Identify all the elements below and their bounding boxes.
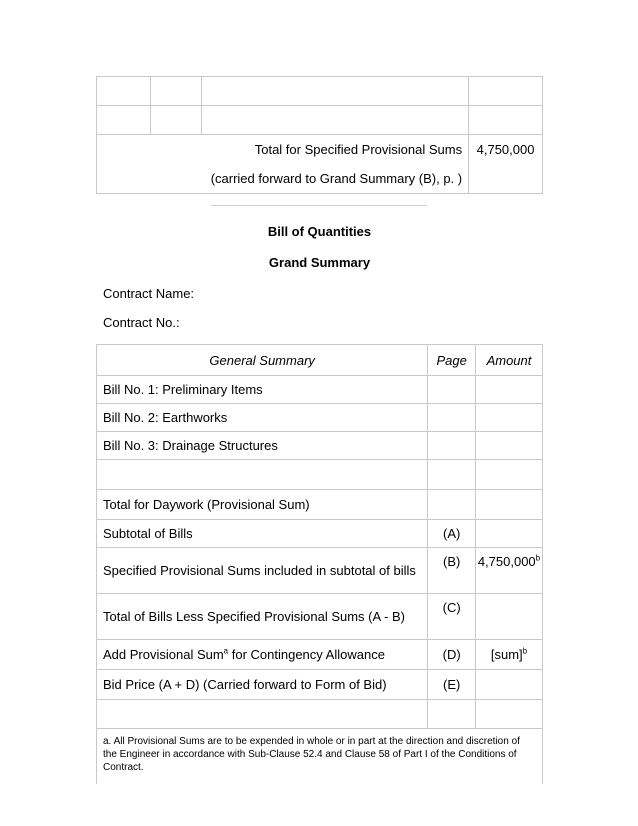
row-page: (E): [428, 670, 476, 700]
row-page: (D): [428, 640, 476, 670]
grand-summary-table: [96, 344, 543, 796]
row-label: [97, 640, 428, 670]
total-row: [97, 135, 543, 194]
row-page: [428, 404, 476, 432]
row-label: [97, 460, 428, 490]
row-page: (A): [428, 520, 476, 548]
row-amount: [475, 432, 542, 460]
label-text: Add Provisional Sum: [103, 647, 224, 662]
row-page: (C): [428, 594, 476, 640]
table-row: [97, 594, 543, 640]
row-page: (B): [428, 548, 476, 594]
footnote-marker: a: [223, 646, 229, 656]
table-row: [97, 432, 543, 460]
row-amount: [475, 404, 542, 432]
table-row: [97, 670, 543, 700]
label-text: for Contingency Allowance: [228, 647, 385, 662]
row-page: [428, 376, 476, 404]
row-label: [97, 700, 428, 729]
header-page: Page: [428, 345, 476, 376]
row-page: [428, 490, 476, 520]
row-amount: [475, 548, 542, 594]
header-general-summary: General Summary: [97, 345, 428, 376]
row-amount: [475, 594, 542, 640]
table-header-row: [97, 345, 543, 376]
table-row: [97, 460, 543, 490]
table-row: [97, 106, 543, 135]
row-page: [428, 432, 476, 460]
row-label: Bill No. 1: Preliminary Items: [97, 376, 428, 404]
row-label: Total for Daywork (Provisional Sum): [97, 490, 428, 520]
page-subtitle: Grand Summary: [268, 255, 371, 270]
table-row: [97, 77, 543, 106]
contract-name-label: Contract Name:: [103, 286, 195, 301]
row-label: Specified Provisional Sums included in subtotal of bills: [97, 548, 428, 594]
row-amount: [475, 640, 542, 670]
contract-no-label: Contract No.:: [103, 315, 180, 330]
page-cutoff: [0, 784, 638, 826]
header-amount: Amount: [475, 345, 542, 376]
row-amount: [475, 490, 542, 520]
footnote-marker: b: [535, 553, 541, 563]
row-amount: [475, 376, 542, 404]
footnote-a: a. All Provisional Sums are to be expended in whole or in part at the direction and discretion of the Engineer in accordance with Sub-Clause 52.4 and Clause 58 of Part I of the Conditions of Contract.: [97, 729, 543, 796]
total-label-cell: [97, 135, 469, 194]
row-label: Bill No. 3: Drainage Structures: [97, 432, 428, 460]
total-value: 4,750,000: [469, 135, 543, 194]
table-row: [97, 548, 543, 594]
row-label: Subtotal of Bills: [97, 520, 428, 548]
row-amount: [475, 520, 542, 548]
total-label: Total for Specified Provisional Sums: [254, 142, 463, 157]
amount-value: 4,750,000: [477, 554, 536, 569]
row-amount: [475, 700, 542, 729]
table-row: [97, 490, 543, 520]
page-title: Bill of Quantities: [267, 224, 372, 239]
row-amount: [475, 460, 542, 490]
row-amount: [475, 670, 542, 700]
table-row: [97, 376, 543, 404]
divider: [211, 205, 427, 206]
footnote-marker: b: [522, 646, 528, 656]
row-label: Bid Price (A + D) (Carried forward to Form of Bid): [97, 670, 428, 700]
row-page: [428, 460, 476, 490]
amount-value: [sum]: [490, 647, 523, 662]
row-page: [428, 700, 476, 729]
table-row: [97, 520, 543, 548]
row-label: Total of Bills Less Specified Provisional Sums (A - B): [97, 594, 428, 640]
carry-forward-note: (carried forward to Grand Summary (B), p. ): [210, 171, 463, 186]
row-label: Bill No. 2: Earthworks: [97, 404, 428, 432]
table-row: [97, 700, 543, 729]
table-row: [97, 404, 543, 432]
table-row: [97, 640, 543, 670]
provisional-sums-table: [96, 76, 543, 194]
